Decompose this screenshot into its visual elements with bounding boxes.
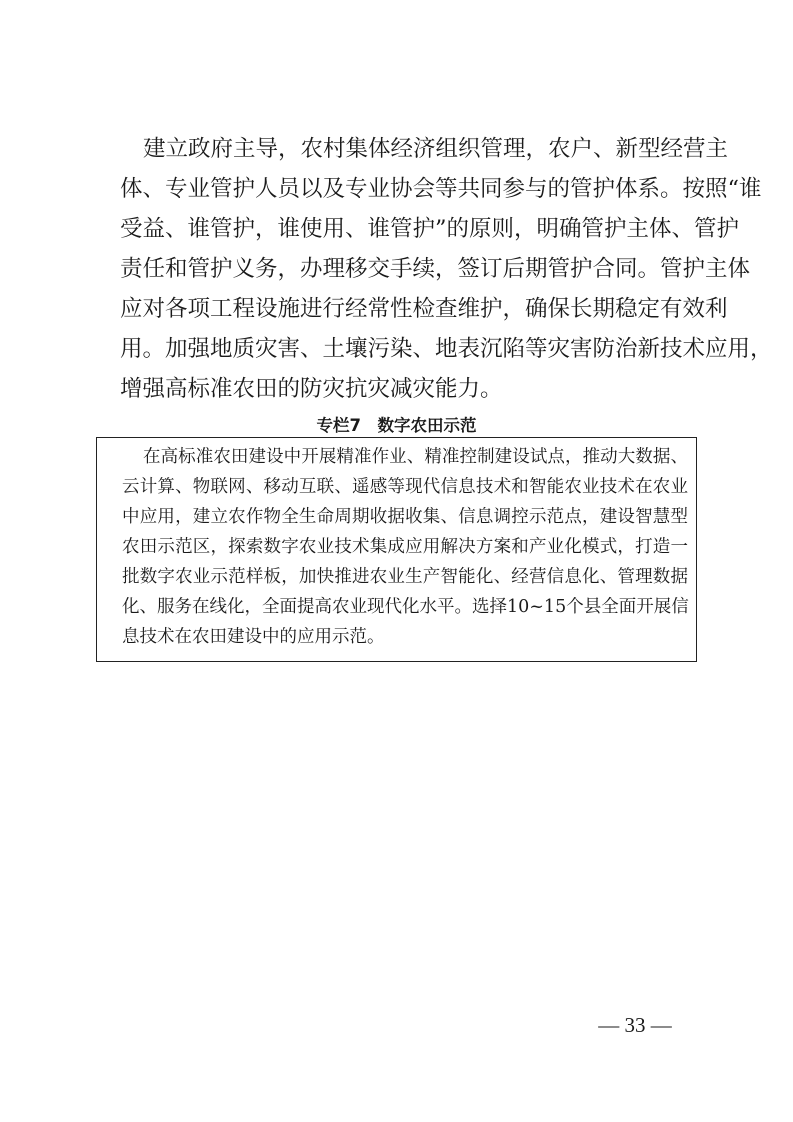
box-line: 中应用，建立农作物全生命周期收据收集、信息调控示范点，建设智慧型 — [122, 507, 688, 527]
page-number: — 33 — — [598, 1013, 672, 1037]
paragraph-line: 受益、谁管护，谁使用、谁管护”的原则，明确管护主体、管护 — [120, 216, 740, 242]
paragraph-line: 体、专业管护人员以及专业协会等共同参与的管护体系。按照“谁 — [120, 176, 762, 202]
feature-box — [96, 437, 697, 662]
paragraph-line: 应对各项工程设施进行经常性检查维护，确保长期稳定有效利 — [120, 296, 728, 322]
paragraph-line: 责任和管护义务，办理移交手续，签订后期管护合同。管护主体 — [120, 256, 751, 282]
box-line: 息技术在农田建设中的应用示范。 — [122, 627, 385, 647]
box-line: 在高标准农田建设中开展精准作业、精准控制建设试点，推动大数据、 — [143, 447, 688, 467]
box-line: 云计算、物联网、移动互联、遥感等现代信息技术和智能农业技术在农业 — [122, 477, 688, 497]
paragraph-line: 增强高标准农田的防灾抗灾减灾能力。 — [120, 376, 503, 402]
box-line: 化、服务在线化，全面提高农业现代化水平。选择10~15个县全面开展信 — [122, 597, 689, 617]
box-line: 农田示范区，探索数字农业技术集成应用解决方案和产业化模式，打造一 — [122, 537, 688, 557]
paragraph-line: 建立政府主导，农村集体经济组织管理，农户、新型经营主 — [143, 136, 729, 162]
paragraph-line: 用。加强地质灾害、土壤污染、地表沉陷等灾害防治新技术应用， — [120, 336, 773, 362]
box-line: 批数字农业示范样板，加快推进农业生产智能化、经营信息化、管理数据 — [122, 567, 688, 587]
box-title: 专栏7 数字农田示范 — [316, 416, 477, 435]
